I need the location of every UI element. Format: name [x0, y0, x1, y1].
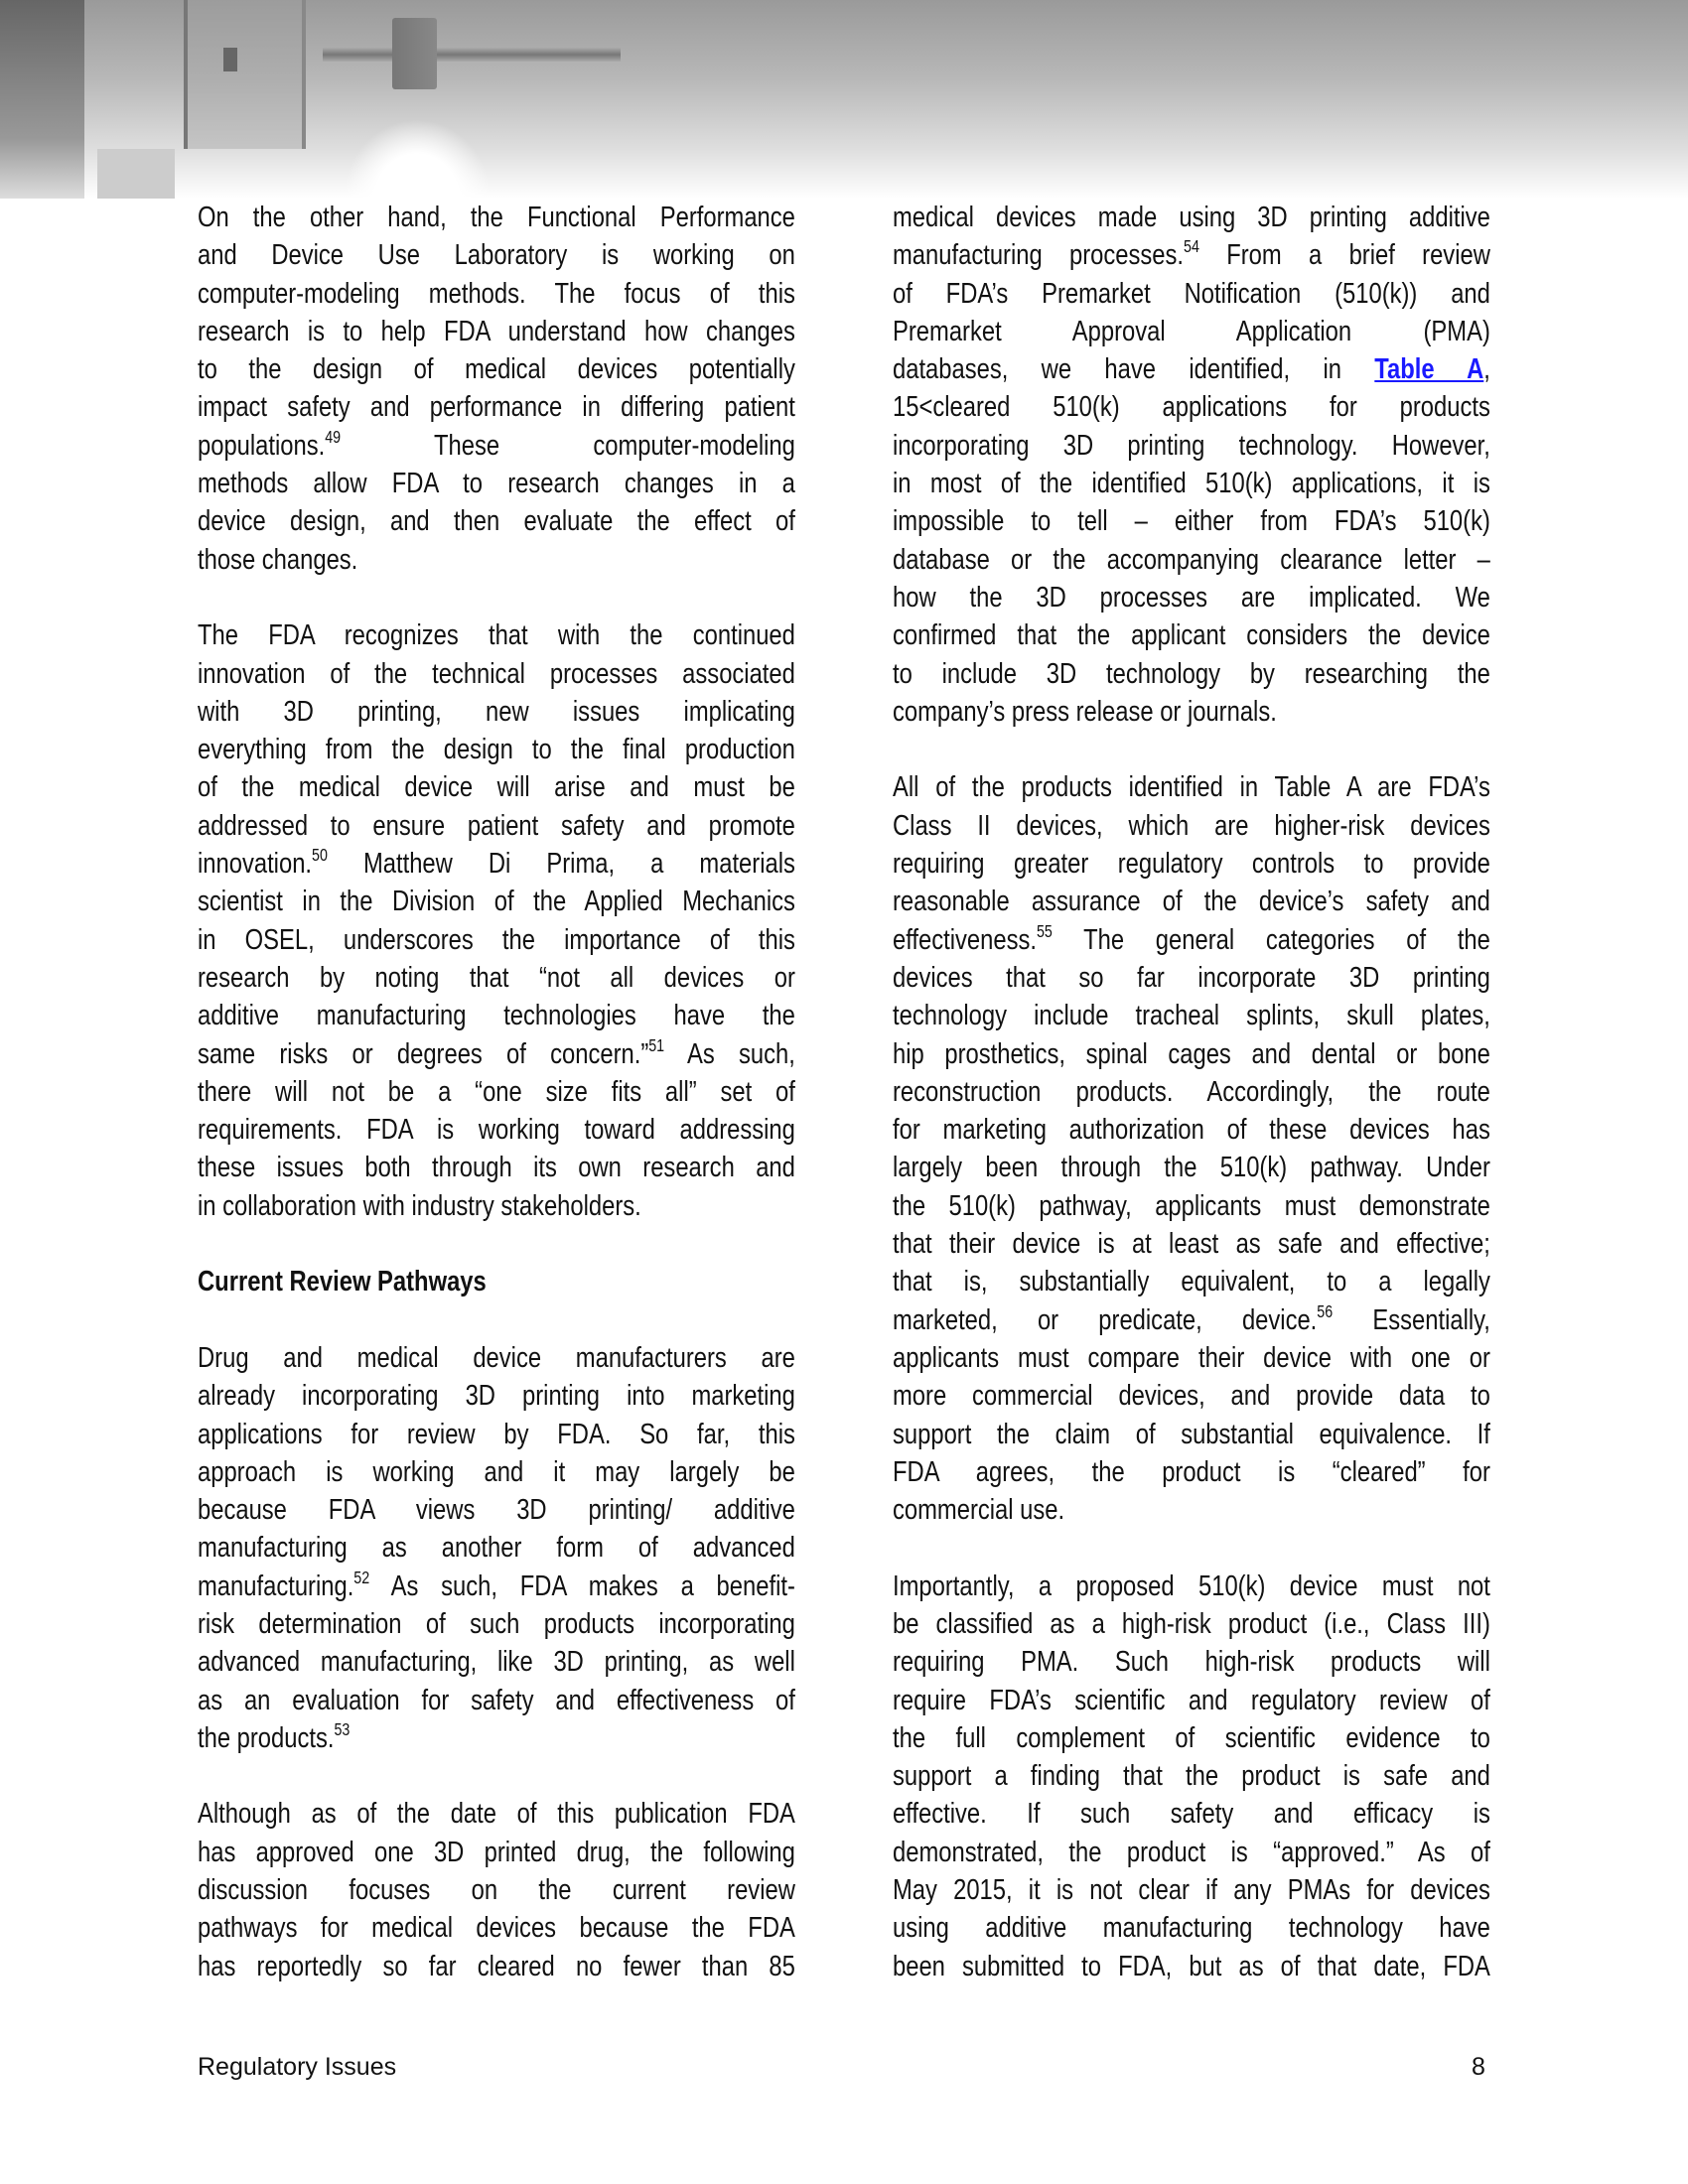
- text-line: in most of the identified 510(k) applications, it is: [893, 468, 1490, 500]
- text-line: FDA agrees, the product is “cleared” for: [893, 1455, 1490, 1488]
- text-line: medical devices made using 3D printing additive: [893, 202, 1490, 233]
- text-line: Class II devices, which are higher-risk devices: [893, 809, 1490, 842]
- text-line: marketed, or predicate, device.$^{56}$ Essentially,: [893, 1300, 1490, 1336]
- footnote-ref: 50: [312, 844, 328, 865]
- text-line: in OSEL, underscores the importance of this: [198, 923, 795, 956]
- text-line: be classified as a high-risk product (i.e., Class III): [893, 1607, 1490, 1640]
- footnote-ref: 52: [353, 1567, 370, 1587]
- text-line: manufacturing processes.$^{54}$ From a brief review: [893, 236, 1490, 272]
- text-line: pathways for medical devices because the FDA: [198, 1912, 795, 1945]
- text-line: in collaboration with industry stakeholders.: [198, 1189, 641, 1222]
- text-line: to the design of medical devices potentially: [198, 353, 795, 386]
- text-line: hip prosthetics, spinal cages and dental or bone: [893, 1037, 1490, 1070]
- text-line: of the medical device will arise and must be: [198, 771, 795, 804]
- text-line: the full complement of scientific evidence to: [893, 1721, 1490, 1754]
- text-line: innovation.$^{50}$ Matthew Di Prima, a materials: [198, 844, 795, 881]
- text-line: impact safety and performance in differing patient: [198, 391, 795, 424]
- paragraph: [198, 1339, 795, 1757]
- text-line: to include 3D technology by researching the: [893, 657, 1490, 690]
- paragraph: [198, 616, 795, 1225]
- text-line: that their device is at least as safe and effective;: [893, 1228, 1490, 1261]
- text-line: confirmed that the applicant considers the device: [893, 619, 1490, 652]
- text-line: the 510(k) pathway, applicants must demonstrate: [893, 1189, 1490, 1222]
- text-line: commercial use.: [893, 1494, 1065, 1527]
- text-line: everything from the design to the final production: [198, 734, 795, 766]
- text-line: largely been through the 510(k) pathway. Under: [893, 1152, 1490, 1184]
- paragraph: [198, 199, 795, 579]
- text-line: manufacturing.$^{52}$ As such, FDA makes a benefit-: [198, 1567, 795, 1602]
- footnote-ref: 54: [1184, 236, 1199, 257]
- text-line: same risks or degrees of concern.”$^{51}$ As such,: [198, 1034, 795, 1070]
- footnote-ref: 53: [334, 1718, 351, 1739]
- text-line: advanced manufacturing, like 3D printing, as well: [198, 1646, 795, 1679]
- text-line: and Device Use Laboratory is working on: [198, 239, 795, 272]
- section-heading: [198, 1263, 795, 1300]
- text-line: research is to help FDA understand how changes: [198, 315, 795, 347]
- text-line: device design, and then evaluate the effect of: [198, 505, 795, 538]
- paragraph-gap: [198, 1757, 795, 1795]
- text-line: been submitted to FDA, but as of that date, FDA: [893, 1950, 1490, 1982]
- text-line: Importantly, a proposed 510(k) device must not: [893, 1570, 1490, 1602]
- text-line: Current Review Pathways: [198, 1266, 487, 1298]
- text-line: methods allow FDA to research changes in a: [198, 468, 795, 500]
- header-banner-image: [0, 0, 1688, 199]
- footer-section-title: Regulatory Issues: [198, 2053, 397, 2081]
- footnote-ref: 56: [1317, 1300, 1334, 1321]
- text-line: as an evaluation for safety and effectiveness of: [198, 1684, 795, 1716]
- text-line: demonstrated, the product is “approved.” As of: [893, 1836, 1490, 1868]
- text-line: scientist in the Division of the Applied Mechanics: [198, 886, 795, 918]
- right-column: [893, 199, 1490, 1985]
- text-line: for marketing authorization of these devices has: [893, 1114, 1490, 1147]
- rail-shape: [323, 48, 621, 62]
- text-line: those changes.: [198, 543, 358, 576]
- page-number: 8: [1472, 2053, 1485, 2081]
- text-line: manufacturing as another form of advanced: [198, 1532, 795, 1565]
- text-line: requiring greater regulatory controls to provide: [893, 848, 1490, 881]
- text-line: risk determination of such products incorporating: [198, 1607, 795, 1640]
- text-line: approach is working and it may largely be: [198, 1455, 795, 1488]
- text-line: May 2015, it is not clear if any PMAs for devices: [893, 1874, 1490, 1907]
- text-line: with 3D printing, new issues implicating: [198, 695, 795, 728]
- text-line: devices that so far incorporate 3D printing: [893, 961, 1490, 994]
- text-line: because FDA views 3D printing/ additive: [198, 1494, 795, 1527]
- text-line: has reportedly so far cleared no fewer than 85: [198, 1950, 795, 1982]
- paragraph: [893, 768, 1490, 1529]
- text-line: research by noting that “not all devices or: [198, 961, 795, 994]
- house-model-shape: [97, 149, 175, 199]
- left-column: [198, 199, 795, 1985]
- text-line: The FDA recognizes that with the continued: [198, 619, 795, 652]
- text-line: already incorporating 3D printing into marketing: [198, 1380, 795, 1413]
- text-line: there will not be a “one size fits all” set of: [198, 1075, 795, 1108]
- text-line: incorporating 3D printing technology. However,: [893, 429, 1490, 462]
- text-line: of FDA’s Premarket Notification (510(k)) and: [893, 277, 1490, 310]
- paragraph-gap: [893, 1529, 1490, 1567]
- text-line: database or the accompanying clearance letter –: [893, 543, 1490, 576]
- text-line: populations.$^{49}$ These computer-modeling: [198, 426, 795, 462]
- text-line: the products.$^{53}$: [198, 1718, 351, 1754]
- text-line: support the claim of substantial equivalence. If: [893, 1418, 1490, 1450]
- paragraph: [198, 1795, 795, 1984]
- text-line: reasonable assurance of the device’s safety and: [893, 886, 1490, 918]
- text-line: reconstruction products. Accordingly, the route: [893, 1075, 1490, 1108]
- text-line: requiring PMA. Such high-risk products will: [893, 1646, 1490, 1679]
- footnote-ref: 51: [648, 1034, 665, 1055]
- paragraph: [893, 1568, 1490, 1985]
- footnote-ref: 49: [325, 426, 342, 447]
- text-line: addressed to ensure patient safety and promote: [198, 809, 795, 842]
- text-line: Drug and medical device manufacturers are: [198, 1341, 795, 1374]
- text-line: support a finding that the product is safe and: [893, 1760, 1490, 1793]
- text-line: require FDA’s scientific and regulatory review of: [893, 1684, 1490, 1716]
- text-line: that is, substantially equivalent, to a legally: [893, 1266, 1490, 1298]
- paragraph: [893, 199, 1490, 731]
- text-line: discussion focuses on the current review: [198, 1874, 795, 1907]
- table-a-link[interactable]: Table A: [1374, 353, 1484, 386]
- text-line: effective. If such safety and efficacy is: [893, 1798, 1490, 1831]
- text-line: 15<cleared 510(k) applications for products: [893, 391, 1490, 424]
- footnote-ref: 55: [1036, 920, 1053, 941]
- text-line: more commercial devices, and provide data to: [893, 1380, 1490, 1413]
- text-line: applications for review by FDA. So far, this: [198, 1418, 795, 1450]
- text-line: technology include tracheal splints, skull plates,: [893, 1000, 1490, 1032]
- text-line: computer-modeling methods. The focus of this: [198, 277, 795, 310]
- monitor-shape: [0, 0, 84, 199]
- text-line: these issues both through its own research and: [198, 1152, 795, 1184]
- paragraph-gap: [198, 579, 795, 616]
- text-line: impossible to tell – either from FDA’s 510(k): [893, 505, 1490, 538]
- text-line: using additive manufacturing technology have: [893, 1912, 1490, 1945]
- text-line: company’s press release or journals.: [893, 695, 1277, 728]
- text-line: effectiveness.$^{55}$ The general categories of the: [893, 920, 1490, 956]
- text-line: Although as of the date of this publication FDA: [198, 1798, 795, 1831]
- spine-model-shape: [343, 119, 492, 199]
- text-line: databases, we have identified, in Table A,: [893, 353, 1490, 386]
- extruder-block-shape: [392, 18, 437, 89]
- text-line: On the other hand, the Functional Performance: [198, 202, 795, 233]
- printer-frame-shape: [184, 0, 306, 149]
- text-line: Premarket Approval Application (PMA): [893, 315, 1490, 347]
- text-line: requirements. FDA is working toward addressing: [198, 1114, 795, 1147]
- printer-head-shape: [223, 48, 237, 71]
- text-line: applicants must compare their device with one or: [893, 1341, 1490, 1374]
- paragraph-gap: [198, 1301, 795, 1339]
- text-line: innovation of the technical processes associated: [198, 657, 795, 690]
- text-line: All of the products identified in Table A are FDA’s: [893, 771, 1490, 804]
- text-line: has approved one 3D printed drug, the following: [198, 1836, 795, 1868]
- paragraph-gap: [198, 1225, 795, 1263]
- text-line: additive manufacturing technologies have the: [198, 1000, 795, 1032]
- text-line: how the 3D processes are implicated. We: [893, 581, 1490, 614]
- paragraph-gap: [893, 731, 1490, 768]
